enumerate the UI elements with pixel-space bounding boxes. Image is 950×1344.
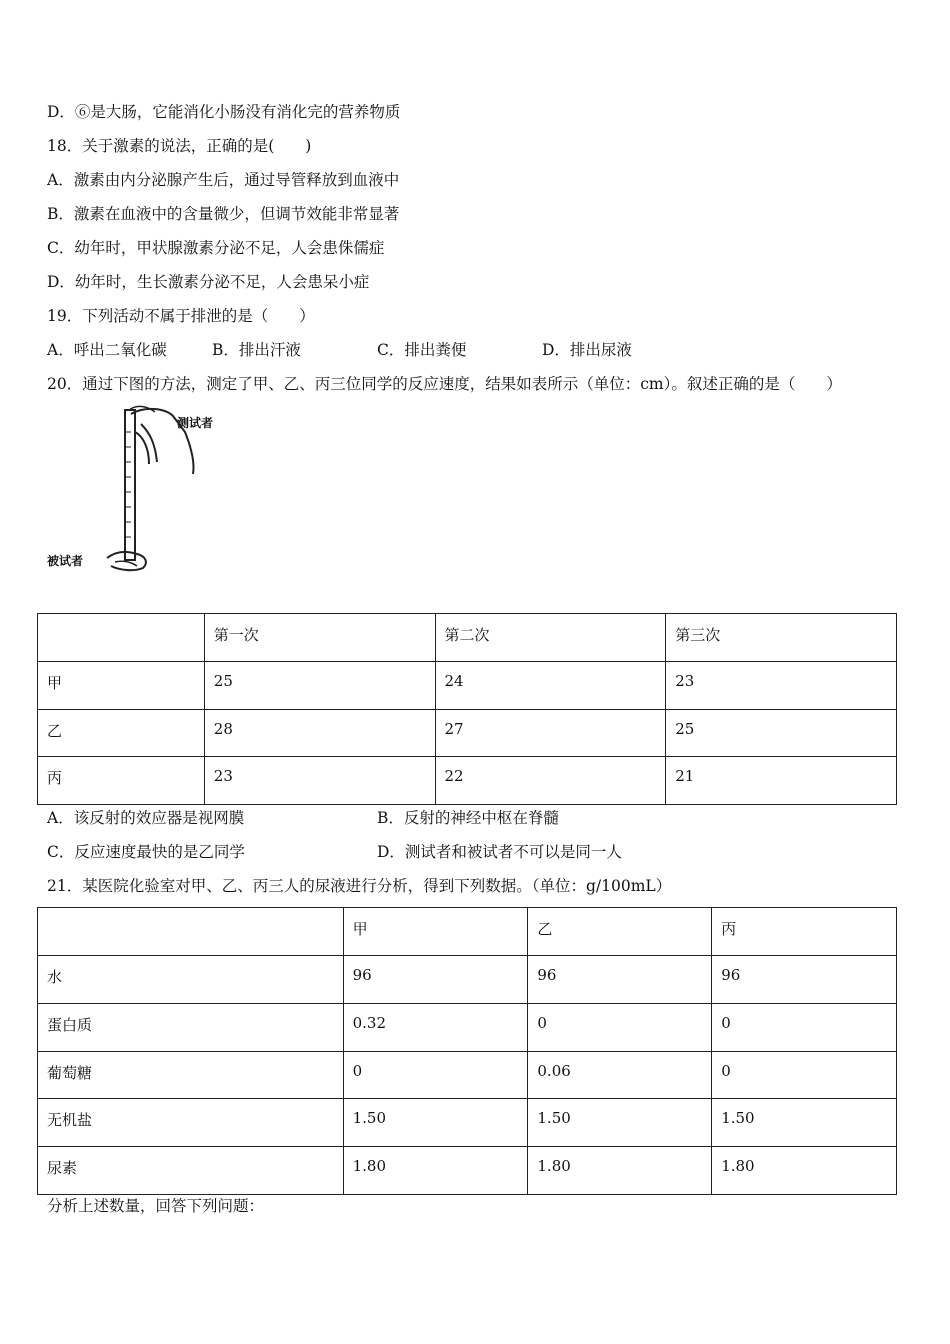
- table-cell: 23: [666, 662, 897, 710]
- table-cell: 0: [343, 1052, 528, 1099]
- q20-option-a: A．该反射的效应器是视网膜: [47, 809, 245, 827]
- q20-results-table: [37, 613, 897, 805]
- table-cell: [38, 614, 205, 662]
- q18-option-d: D．幼年时，生长激素分泌不足，人会患呆小症: [47, 273, 370, 291]
- table-cell: 第三次: [666, 614, 897, 662]
- reaction-test-figure: [45, 402, 235, 582]
- table-row: [38, 710, 897, 757]
- table-cell: 24: [435, 662, 666, 710]
- table-cell: 无机盐: [38, 1099, 344, 1147]
- q20-stem: 20．通过下图的方法，测定了甲、乙、丙三位同学的反应速度，结果如表所示（单位：cm）。叙述正确的是（ ）: [47, 375, 842, 393]
- table-cell: 丙: [38, 757, 205, 805]
- table-cell: 1.80: [528, 1147, 712, 1195]
- table-cell: 27: [435, 710, 666, 757]
- table-cell: 28: [204, 710, 435, 757]
- table-cell: 22: [435, 757, 666, 805]
- table-cell: 1.80: [343, 1147, 528, 1195]
- table-cell: 25: [666, 710, 897, 757]
- q21-urine-table: [37, 907, 897, 1195]
- table-cell: 0.32: [343, 1004, 528, 1052]
- table-cell: 乙: [38, 710, 205, 757]
- table-cell: 96: [343, 956, 528, 1004]
- table-cell: 23: [204, 757, 435, 805]
- table-row: [38, 1099, 897, 1147]
- q18-option-b: B．激素在血液中的含量微少，但调节效能非常显著: [47, 205, 400, 223]
- q17-option-d: D．⑥是大肠，它能消化小肠没有消化完的营养物质: [47, 103, 401, 121]
- table-cell: 0: [712, 1052, 897, 1099]
- table-header-row: [38, 614, 897, 662]
- table-cell: 21: [666, 757, 897, 805]
- table-cell: 96: [528, 956, 712, 1004]
- table-cell: 尿素: [38, 1147, 344, 1195]
- subject-label: 被试者: [47, 554, 84, 568]
- table-cell: 第二次: [435, 614, 666, 662]
- table-cell: 0: [528, 1004, 712, 1052]
- q18-option-a: A．激素由内分泌腺产生后，通过导管释放到血液中: [47, 171, 400, 189]
- table-cell: 甲: [343, 908, 528, 956]
- table-cell: 葡萄糖: [38, 1052, 344, 1099]
- q19-option-c: C．排出粪便: [377, 341, 467, 359]
- table-row: [38, 1004, 897, 1052]
- table-cell: 1.80: [712, 1147, 897, 1195]
- q19-stem: 19．下列活动不属于排泄的是（ ）: [47, 307, 315, 325]
- table-row: [38, 1147, 897, 1195]
- table-row: [38, 1052, 897, 1099]
- table-cell: [38, 908, 344, 956]
- q21-stem: 21．某医院化验室对甲、乙、丙三人的尿液进行分析，得到下列数据。（单位：g/100mL）: [47, 877, 672, 895]
- q21-followup: 分析上述数量，回答下列问题：: [47, 1197, 265, 1215]
- q20-options-row1: [47, 808, 907, 828]
- table-header-row: [38, 908, 897, 956]
- q20-option-b: B．反射的神经中枢在脊髓: [377, 809, 559, 827]
- q20-option-c: C．反应速度最快的是乙同学: [47, 843, 245, 861]
- table-cell: 1.50: [528, 1099, 712, 1147]
- table-cell: 乙: [528, 908, 712, 956]
- table-cell: 96: [712, 956, 897, 1004]
- table-cell: 1.50: [712, 1099, 897, 1147]
- table-cell: 1.50: [343, 1099, 528, 1147]
- table-cell: 甲: [38, 662, 205, 710]
- table-cell: 丙: [712, 908, 897, 956]
- q20-options-row2: [47, 842, 907, 862]
- table-cell: 0: [712, 1004, 897, 1052]
- q19-option-a: A．呼出二氧化碳: [47, 341, 167, 359]
- table-row: [38, 662, 897, 710]
- table-cell: 第一次: [204, 614, 435, 662]
- table-cell: 25: [204, 662, 435, 710]
- table-cell: 水: [38, 956, 344, 1004]
- table-row: [38, 757, 897, 805]
- table-row: [38, 956, 897, 1004]
- tester-label: 测试者: [177, 416, 214, 430]
- q18-stem: 18．关于激素的说法，正确的是( ): [47, 137, 312, 155]
- q20-option-d: D．测试者和被试者不可以是同一人: [377, 843, 622, 861]
- table-cell: 0.06: [528, 1052, 712, 1099]
- q19-options: [47, 340, 907, 360]
- table-cell: 蛋白质: [38, 1004, 344, 1052]
- q19-option-d: D．排出尿液: [542, 341, 632, 359]
- q18-option-c: C．幼年时，甲状腺激素分泌不足，人会患侏儒症: [47, 239, 385, 257]
- q19-option-b: B．排出汗液: [212, 341, 301, 359]
